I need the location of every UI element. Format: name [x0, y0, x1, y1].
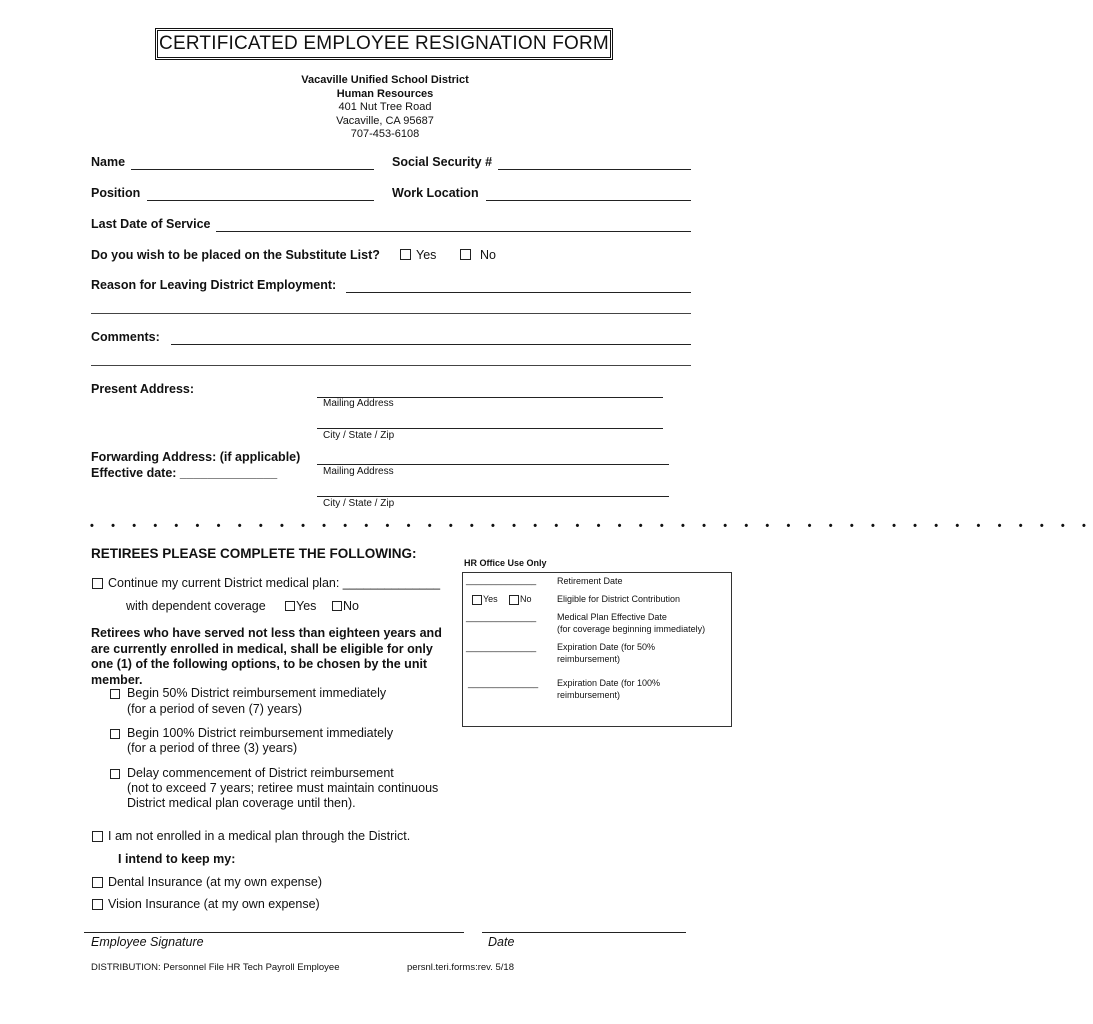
position-field[interactable]	[147, 200, 374, 201]
retirees-heading: RETIREES PLEASE COMPLETE THE FOLLOWING:	[91, 546, 417, 561]
present-city-field[interactable]	[317, 428, 663, 429]
hr-eligible-no-checkbox[interactable]	[509, 595, 519, 605]
dependent-yes-label: Yes	[296, 599, 317, 613]
ssn-label: Social Security #	[392, 155, 493, 169]
eligibility-line: one (1) of the following options, to be chosen by the unit	[91, 657, 428, 671]
hr-exp100: Expiration Date (for 100%	[557, 678, 661, 688]
district-header	[0, 74, 770, 142]
reason-field-line2[interactable]	[91, 313, 691, 314]
eligibility-line: are currently enrolled in medical, shall be eligible for only	[91, 641, 433, 656]
hr-retirement-date: Retirement Date	[557, 576, 623, 586]
hr-eligible-no: No	[520, 594, 532, 604]
forwarding-mailing-field[interactable]	[317, 464, 669, 465]
hr-medical-eff-note: (for coverage beginning immediately)	[557, 624, 706, 634]
substitute-no-checkbox[interactable]	[460, 249, 471, 260]
not-enrolled-checkbox[interactable]	[92, 831, 103, 842]
reason-label: Reason for Leaving District Employment:	[91, 278, 337, 292]
eligibility-text	[91, 626, 442, 688]
hr-exp100-blank: ______________	[468, 678, 539, 688]
forwarding-city-field[interactable]	[317, 496, 669, 497]
revision-text: persnl.teri.forms:rev. 5/18	[407, 962, 515, 973]
option-50-label: Begin 50% District reimbursement immediately	[127, 686, 387, 700]
substitute-yes-checkbox[interactable]	[400, 249, 411, 260]
intend-label: I intend to keep my:	[118, 852, 236, 866]
continue-plan-checkbox[interactable]	[92, 578, 103, 589]
dental-checkbox[interactable]	[92, 877, 103, 888]
vision-label: Vision Insurance (at my own expense)	[108, 897, 320, 911]
last-date-field[interactable]	[216, 231, 691, 232]
hr-exp50: Expiration Date (for 50%	[557, 642, 656, 652]
hr-exp50-blank: ______________	[466, 642, 537, 652]
option-100-checkbox[interactable]	[110, 729, 120, 739]
forwarding-mailing-caption: Mailing Address	[323, 466, 394, 477]
option-delay-note2: District medical plan coverage until then).	[127, 796, 356, 810]
substitute-question: Do you wish to be placed on the Substitute List?	[91, 248, 380, 262]
hr-medical-blank: ______________	[466, 612, 537, 622]
district-name: Vacaville Unified School District	[301, 74, 469, 86]
hr-eligible-label: Eligible for District Contribution	[557, 594, 681, 604]
form-title: CERTIFICATED EMPLOYEE RESIGNATION FORM	[155, 28, 613, 60]
option-50-checkbox[interactable]	[110, 689, 120, 699]
eligibility-line: Retirees who have served not less than eighteen years and	[91, 626, 442, 640]
substitute-yes-label: Yes	[416, 248, 437, 262]
signature-date-field[interactable]	[482, 932, 686, 933]
option-delay-note: (not to exceed 7 years; retiree must maintain continuous	[127, 781, 439, 795]
hr-exp50-note: reimbursement)	[557, 654, 621, 664]
comments-label: Comments:	[91, 330, 160, 344]
option-delay-checkbox[interactable]	[110, 769, 120, 779]
work-location-field[interactable]	[486, 200, 691, 201]
district-dept: Human Resources	[336, 87, 434, 100]
eligibility-line: member.	[91, 672, 143, 687]
signature-date-label: Date	[488, 935, 515, 949]
forwarding-address-label: Forwarding Address: (if applicable)	[91, 450, 301, 464]
present-city-caption: City / State / Zip	[323, 430, 395, 441]
reason-field[interactable]	[346, 292, 691, 293]
hr-medical-eff: Medical Plan Effective Date	[557, 612, 667, 622]
dotted-separator: • • • • • • • • • • • • • • • • • • • • • • • • • • • • • • • • • • • • • • • • • • • • • • • •	[90, 520, 1093, 532]
district-phone: 707-453-6108	[350, 128, 420, 141]
present-address-label: Present Address:	[91, 382, 195, 396]
hr-heading: HR Office Use Only	[464, 558, 547, 568]
dependent-coverage-label: with dependent coverage	[126, 599, 266, 613]
employee-signature-label: Employee Signature	[91, 935, 204, 949]
name-label: Name	[91, 155, 126, 169]
district-street: 401 Nut Tree Road	[338, 101, 432, 114]
district-city: Vacaville, CA 95687	[336, 114, 434, 127]
ssn-field[interactable]	[498, 169, 691, 170]
comments-field[interactable]	[171, 344, 691, 345]
employee-signature-field[interactable]	[84, 932, 464, 933]
work-location-label: Work Location	[392, 186, 479, 200]
effective-date-label: Effective date: ______________	[91, 466, 278, 480]
dental-label: Dental Insurance (at my own expense)	[108, 875, 322, 889]
vision-checkbox[interactable]	[92, 899, 103, 910]
distribution-text: DISTRIBUTION: Personnel File HR Tech Payroll Employee	[91, 962, 340, 973]
comments-field-line2[interactable]	[91, 365, 691, 366]
not-enrolled-label: I am not enrolled in a medical plan through the District.	[108, 829, 411, 843]
present-mailing-caption: Mailing Address	[323, 398, 394, 409]
dependent-yes-checkbox[interactable]	[285, 601, 295, 611]
dependent-no-checkbox[interactable]	[332, 601, 342, 611]
hr-eligible-yes: Yes	[483, 594, 498, 604]
position-label: Position	[91, 186, 141, 200]
option-100-period: (for a period of three (3) years)	[127, 741, 298, 755]
substitute-no-label: No	[480, 248, 496, 262]
continue-plan-label: Continue my current District medical plan: ______________	[108, 576, 441, 590]
forwarding-city-caption: City / State / Zip	[323, 498, 395, 509]
hr-exp100-note: reimbursement)	[557, 690, 621, 700]
option-50-period: (for a period of seven (7) years)	[127, 702, 303, 716]
hr-retirement-blank: ______________	[466, 575, 537, 585]
option-delay-label: Delay commencement of District reimbursement	[127, 766, 394, 780]
name-field[interactable]	[131, 169, 374, 170]
option-100-label: Begin 100% District reimbursement immediately	[127, 726, 394, 740]
dependent-no-label: No	[343, 599, 359, 613]
last-date-label: Last Date of Service	[91, 217, 211, 231]
hr-eligible-yes-checkbox[interactable]	[472, 595, 482, 605]
